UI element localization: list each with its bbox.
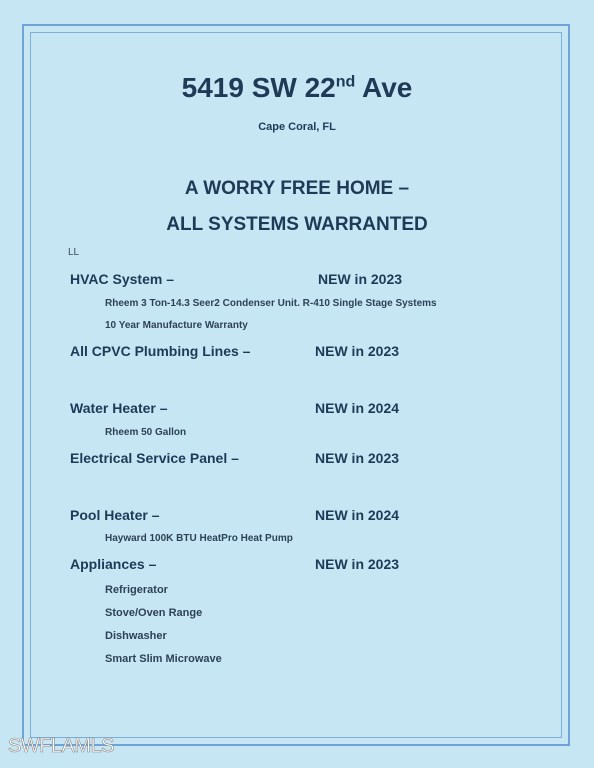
hvac-status: NEW in 2023 — [318, 271, 403, 287]
appliance-item-dishwasher: Dishwasher — [105, 630, 167, 642]
address-ordinal-suffix: nd — [335, 73, 356, 91]
plumbing-status: NEW in 2023 — [315, 343, 400, 359]
property-address: 5419 SW 22nd Ave — [181, 72, 413, 103]
water-heater-label: Water Heater – — [70, 400, 168, 416]
water-heater-status: NEW in 2024 — [315, 400, 400, 416]
pool-heater-label: Pool Heater – — [70, 507, 160, 523]
hvac-warranty: 10 Year Manufacture Warranty — [105, 320, 248, 331]
hvac-detail: Rheem 3 Ton-14.3 Seer2 Condenser Unit. R-410 Single Stage Systems — [105, 298, 437, 309]
appliance-item-refrigerator: Refrigerator — [105, 584, 168, 596]
electrical-label: Electrical Service Panel – — [70, 450, 239, 466]
mls-watermark: SWFLAMLS — [8, 735, 115, 757]
headline-line-2: ALL SYSTEMS WARRANTED — [166, 214, 428, 235]
stray-mark: LL — [68, 247, 80, 258]
plumbing-label: All CPVC Plumbing Lines – — [70, 343, 251, 359]
hvac-label: HVAC System – — [70, 271, 175, 287]
pool-heater-detail: Hayward 100K BTU HeatPro Heat Pump — [105, 533, 293, 544]
appliance-item-microwave: Smart Slim Microwave — [105, 653, 222, 665]
water-heater-detail: Rheem 50 Gallon — [105, 427, 187, 438]
appliances-status: NEW in 2023 — [315, 556, 400, 572]
pool-heater-status: NEW in 2024 — [315, 507, 400, 523]
appliance-item-stove: Stove/Oven Range — [105, 607, 203, 619]
city-state: Cape Coral, FL — [258, 121, 336, 133]
appliances-label: Appliances – — [70, 556, 157, 572]
electrical-status: NEW in 2023 — [315, 450, 400, 466]
headline-line-1: A WORRY FREE HOME – — [184, 178, 410, 199]
